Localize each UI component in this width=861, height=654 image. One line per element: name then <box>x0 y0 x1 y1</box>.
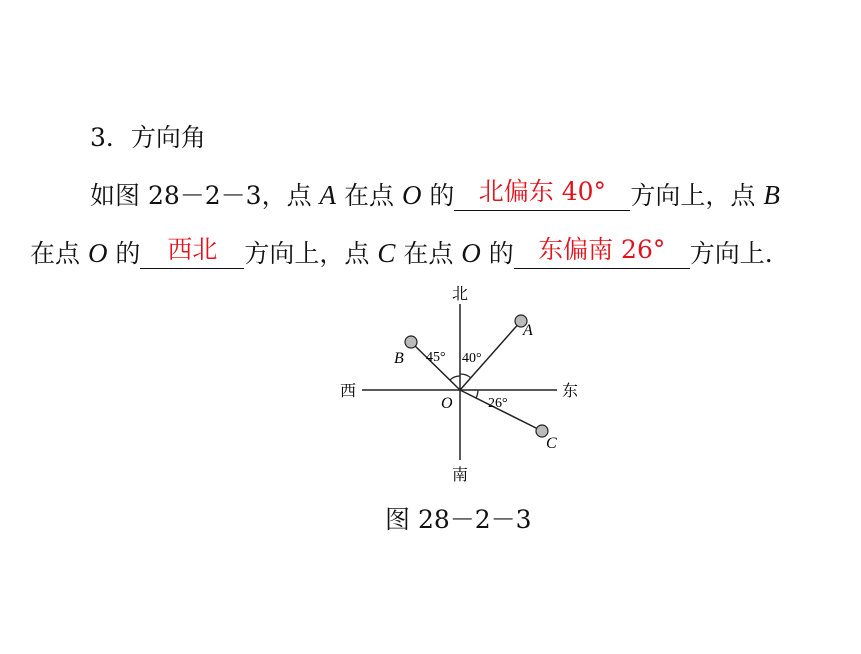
text-segment: 的 <box>480 239 514 268</box>
angle-b-label: 45° <box>426 350 446 365</box>
text-segment: 方向上. <box>689 239 773 268</box>
question-line-2 <box>30 235 773 269</box>
compass-figure <box>330 282 590 487</box>
angle-a-label: 40° <box>462 351 482 366</box>
answer-text-1: 北偏东 40° <box>478 177 607 206</box>
point-label: B <box>763 180 780 210</box>
origin-label: O <box>441 395 453 412</box>
text-segment: 如图 28－2－3，点 <box>90 181 320 210</box>
east-label: 东 <box>562 381 579 400</box>
point-b-marker <box>405 336 417 348</box>
north-label: 北 <box>451 284 469 303</box>
point-a-label: A <box>523 322 533 339</box>
point-label: O <box>401 180 422 210</box>
point-label: O <box>87 238 108 268</box>
text-segment: 在点 <box>30 239 88 268</box>
angle-c-label: 26° <box>488 396 508 411</box>
point-label: O <box>461 238 481 268</box>
text-segment: 在点 <box>395 239 462 268</box>
text-segment: 的 <box>107 239 141 268</box>
point-c-label: C <box>546 435 557 452</box>
west-label: 西 <box>340 381 357 400</box>
text-segment: 在点 <box>336 181 402 210</box>
text-segment: 的 <box>421 181 455 210</box>
question-line-1 <box>90 177 780 211</box>
angle-arc-b <box>450 376 460 380</box>
text-segment: 方向上，点 <box>630 181 764 210</box>
south-label: 南 <box>451 465 469 484</box>
answer-text-3: 东偏南 26° <box>538 235 666 264</box>
answer-blank-2 <box>140 235 244 269</box>
answer-text-2: 西北 <box>167 235 218 264</box>
point-label: A <box>319 180 337 210</box>
answer-blank-3 <box>514 235 690 269</box>
point-b-label: B <box>394 350 404 367</box>
text-segment: 方向上，点 <box>244 239 378 268</box>
angle-arc-a <box>460 374 471 378</box>
angle-arc-c <box>476 390 478 398</box>
section-title: 3．方向角 <box>90 123 206 152</box>
point-label: C <box>377 238 396 268</box>
answer-blank-1 <box>454 177 630 211</box>
figure-caption: 图 28－2－3 <box>385 505 532 534</box>
